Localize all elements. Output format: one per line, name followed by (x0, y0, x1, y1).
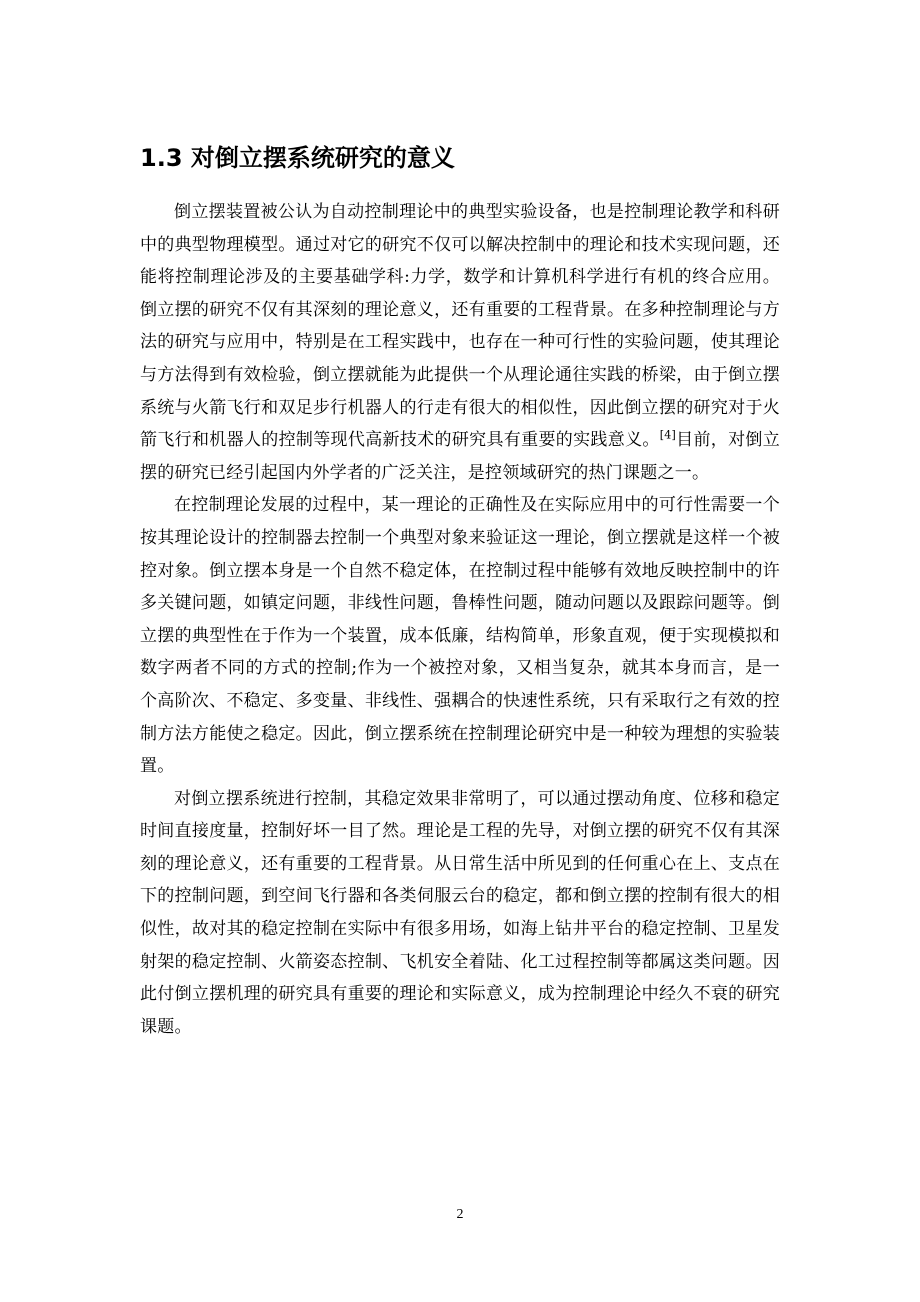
section-heading: 1.3 对倒立摆系统研究的意义 (140, 144, 455, 172)
paragraph-1 (140, 196, 780, 489)
citation-reference: [4] (659, 428, 677, 442)
page-number: 2 (456, 1207, 464, 1222)
paragraph-3: 对倒立摆系统进行控制，其稳定效果非常明了，可以通过摆动角度、位移和稳定时间直接度量，控制好坏一目了然。理论是工程的先导，对倒立摆的研究不仅有其深刻的理论意义，还有重要的工程背景。从日常生活中所见到的任何重心在上、支点在下的控制问题，到空间飞行器和各类伺服云台的稳定，都和倒立摆的控制有很大的相似性，故对其的稳定控制在实际中有很多用场，如海上钻井平台的稳定控制、卫星发射架的稳定控制、火箭姿态控制、飞机安全着陆、化工过程控制等都属这类问题。因此付倒立摆机理的研究具有重要的理论和实际意义，成为控制理论中经久不衰的研究课题。 (140, 788, 780, 1037)
paragraph-2: 在控制理论发展的过程中，某一理论的正确性及在实际应用中的可行性需要一个按其理论设计的控制器去控制一个典型对象来验证这一理论，倒立摆就是这样一个被控对象。倒立摆本身是一个自然不稳定体，在控制过程中能够有效地反映控制中的许多关键问题，如镇定问题，非线性问题，鲁棒性问题，随动问题以及跟踪问题等。倒立摆的典型性在于作为一个装置，成本低廉，结构简单，形象直观，便于实现模拟和数字两者不同的方式的控制;作为一个被控对象，又相当复杂，就其本身而言，是一个高阶次、不稳定、多变量、非线性、强耦合的快速性系统，只有采取行之有效的控制方法方能使之稳定。因此，倒立摆系统在控制理论研究中是一种较为理想的实验装置。 (140, 495, 780, 777)
paragraph-1-text-continued: 目前，对倒立摆的研究已经引起国内外学者的广泛关注，是控领域研究的热门课题之一。 (140, 430, 781, 483)
paragraph-1-text: 倒立摆装置被公认为自动控制理论中的典型实验设备，也是控制理论教学和科研中的典型物理模型。通过对它的研究不仅可以解决控制中的理论和技术实现问题，还能将控制理论涉及的主要基础学科:力学，数学和计算机科学进行有机的终合应用。倒立摆的研究不仅有其深刻的理论意义，还有重要的工程背景。在多种控制理论与方法的研究与应用中，特别是在工程实践中，也存在一种可行性的实验问题，使其理论与方法得到有效检验，倒立摆就能为此提供一个从理论通往实践的桥梁，由于倒立摆系统与火箭飞行和双足步行机器人的行走有很大的相似性，因此倒立摆的研究对于火箭飞行和机器人的控制等现代高新技术的研究具有重要的实践意义。 (140, 202, 780, 451)
body-text (140, 196, 780, 1043)
